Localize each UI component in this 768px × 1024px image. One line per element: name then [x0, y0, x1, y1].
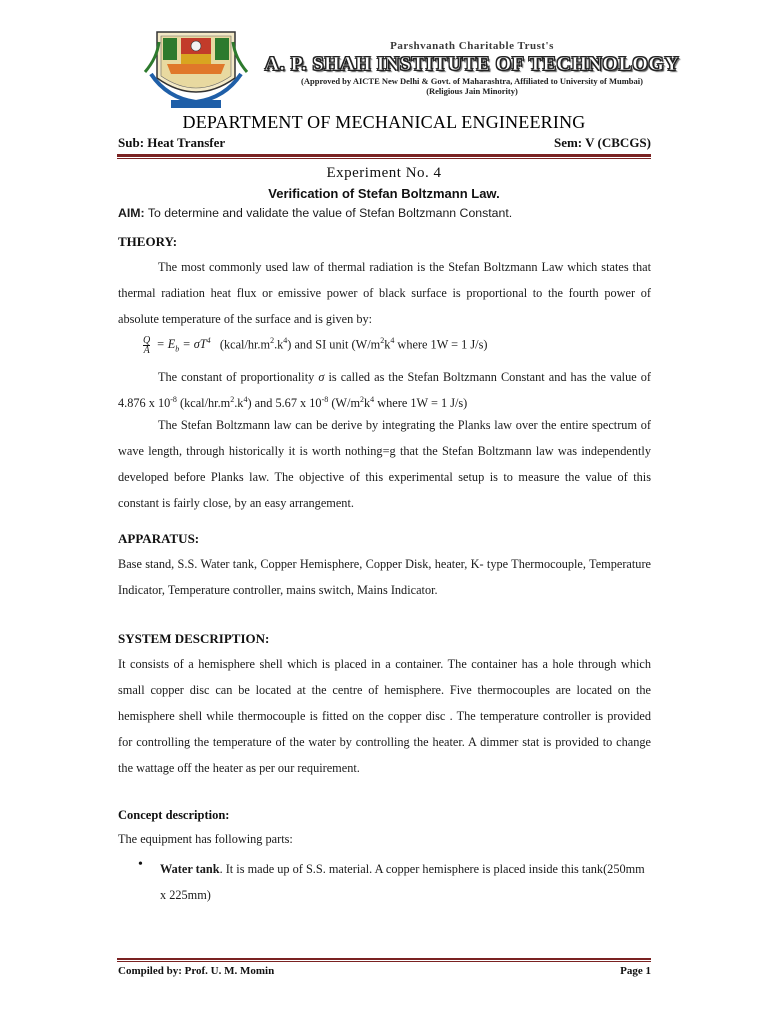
aim-label: AIM:	[118, 206, 145, 220]
bullet-text: . It is made up of S.S. material. A copper hemisphere is placed inside this tank(250mm x 225mm)	[160, 862, 645, 902]
aim-line	[118, 206, 651, 220]
system-heading: SYSTEM DESCRIPTION:	[118, 631, 270, 646]
bullet-icon: •	[138, 857, 143, 872]
footer-divider	[117, 958, 651, 960]
apparatus-heading: APPARATUS:	[118, 531, 200, 546]
footer-divider-thin	[117, 961, 651, 962]
concept-intro: The equipment has following parts:	[118, 832, 293, 846]
trust-name: Parshvanath Charitable Trust's	[390, 40, 554, 52]
compiled-by: Compiled by: Prof. U. M. Momin	[118, 965, 275, 977]
theory-paragraph-3: The Stefan Boltzmann law can be derive by integrating the Planks law over the entire spectrum of wave length, through historically it is worth nothing=g that the Stefan Boltzmann law was independently developed before Planks law. The objective of this experimental setup is to measure the value of this constant is fairly close, by an easy arrangement.	[118, 418, 651, 510]
header-divider	[117, 154, 651, 157]
system-text: It consists of a hemisphere shell which is placed in a container. The container has a hole through which small copper disc can be located at the centre of hemisphere. Five thermocouples are located on the hemisphere shell while thermocouple is fitted on the copper disc . The temperature controller is provided for controlling the temperature of the water by controlling the heater. A dimmer stat is provided to change the wattage off the heater as per our requirement.	[118, 657, 651, 775]
institute-logo	[137, 28, 255, 110]
apparatus-text: Base stand, S.S. Water tank, Copper Hemisphere, Copper Disk, heater, K- type Thermocouple, Temperature Indicator, Temperature controller, mains switch, Mains Indicator.	[118, 557, 651, 597]
concept-heading: Concept description:	[118, 808, 230, 822]
semester-label: Sem: V (CBCGS)	[553, 135, 651, 150]
subject-line	[118, 135, 651, 153]
theory-paragraph-2: The constant of proportionality σ is called as the Stefan Boltzmann Constant and has the value of 4.876 x $10^{-8}$ $(kcal/hr.m^2.k^4)$ and 5.67 x $10^{-8}$ ($W/m^2k^4$ where 1W = 1 J/s)	[118, 370, 651, 410]
institute-name: A. P. SHAH INSTITUTE OF TECHNOLOGY	[264, 53, 680, 75]
theory-paragraph-1: The most commonly used law of thermal radiation is the Stefan Boltzmann Law which states that thermal radiation heat flux or emissive power of black surface is proportional to the fourth power of absolute temperature of the surface and is given by:	[118, 260, 651, 326]
bullet-water-tank	[160, 856, 651, 908]
theory-heading: THEORY:	[118, 234, 178, 249]
subject-label: Sub: Heat Transfer	[118, 135, 226, 150]
page-number: Page 1	[620, 965, 651, 977]
approval-text: (Approved by AICTE New Delhi & Govt. of Maharashtra, Affiliated to University of Mumbai)	[301, 76, 643, 86]
aim-text: To determine and validate the value of Stefan Boltzmann Constant.	[147, 206, 513, 220]
department-title: DEPARTMENT OF MECHANICAL ENGINEERING	[182, 112, 586, 132]
bullet-label: Water tank	[160, 862, 220, 876]
minority-text: (Religious Jain Minority)	[426, 86, 518, 96]
header-divider-thin	[117, 158, 651, 159]
experiment-title: Verification of Stefan Boltzmann Law.	[268, 186, 500, 201]
experiment-number: Experiment No. 4	[326, 165, 442, 181]
footer	[118, 965, 651, 981]
stefan-equation: Q A = $E_b = \sigma T^4$ $(kcal/hr.m^2.k^4)$ and SI unit ($W/m^2k^4$ where 1W = 1 J/s)	[143, 335, 488, 356]
